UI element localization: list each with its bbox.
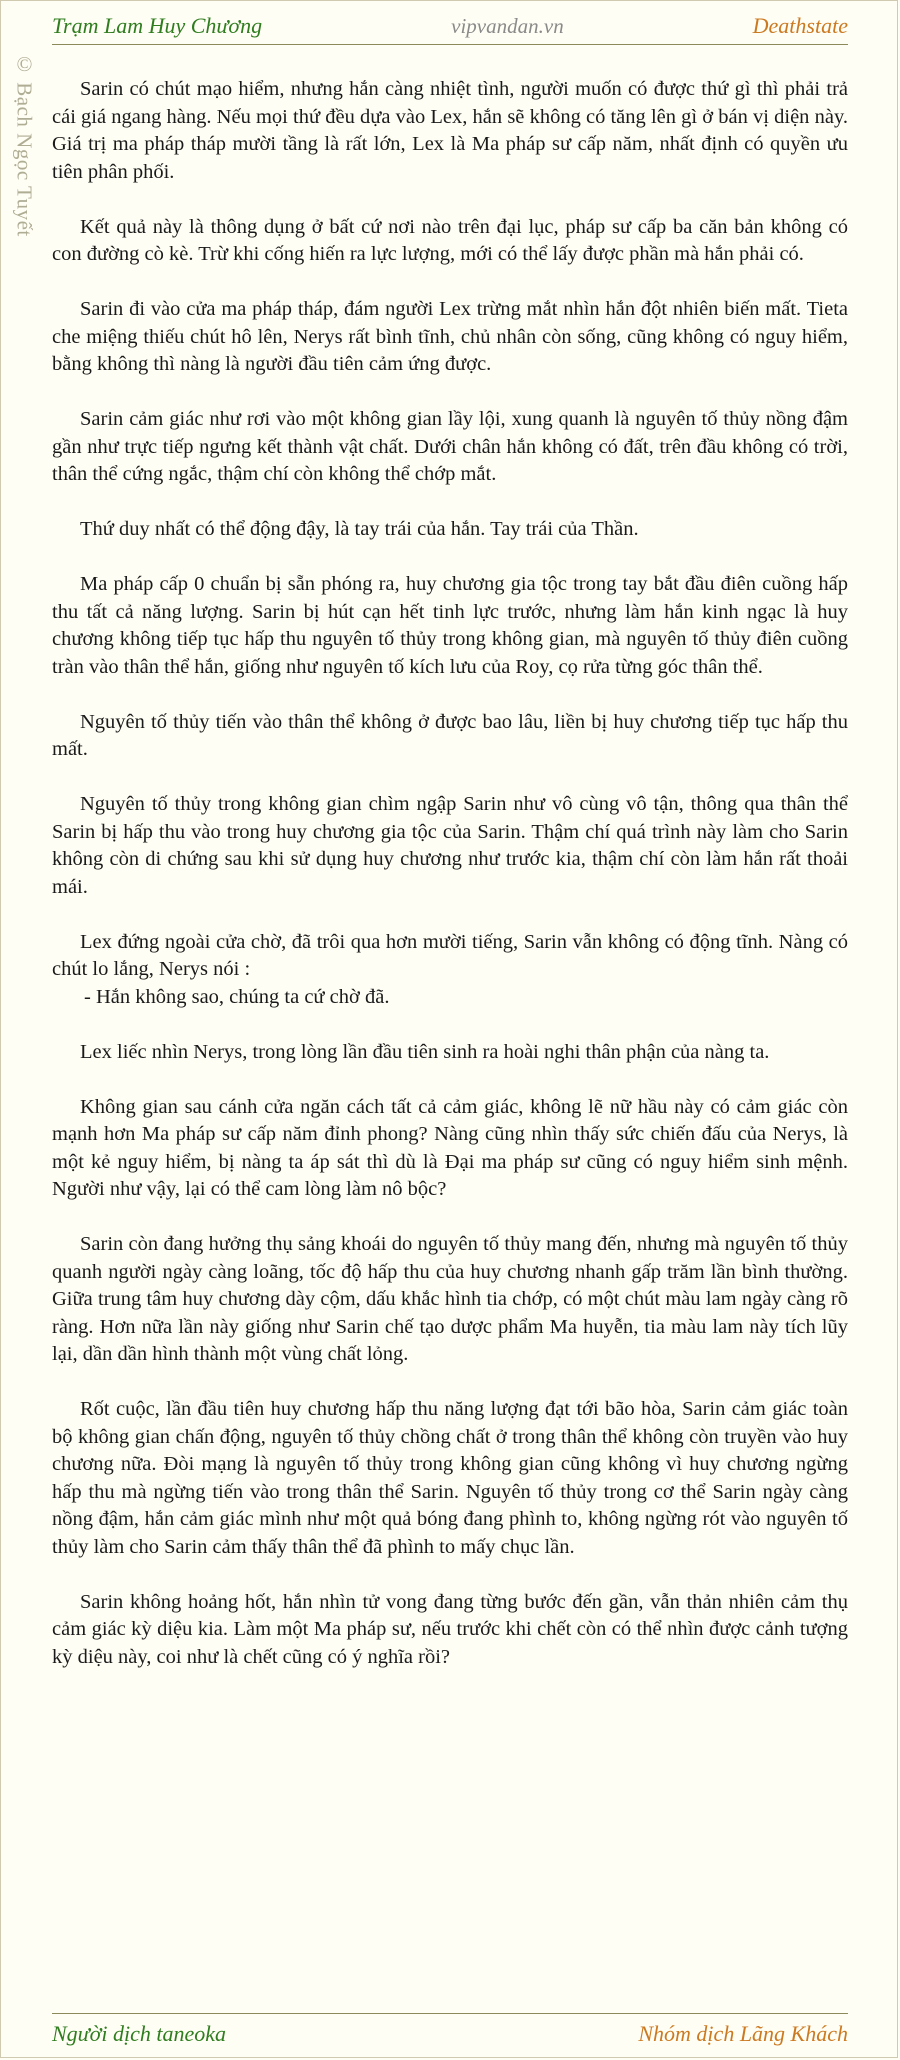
- dialogue-line: - Hắn không sao, chúng ta cứ chờ đã.: [84, 985, 390, 1008]
- page-footer: [52, 2017, 848, 2051]
- paragraph: Lex đứng ngoài cửa chờ, đã trôi qua hơn mười tiếng, Sarin vẫn không có động tĩnh. Nàng có chút lo lắng, Nerys nói :: [52, 930, 848, 980]
- header-divider: [52, 44, 848, 45]
- paragraph: Sarin cảm giác như rơi vào một không gian lầy lội, xung quanh là nguyên tố thủy nồng đậm gần như trực tiếp ngưng kết thành vật chất. Dưới chân hắn không có đất, trên đầu không có trời, thân thể cứng ngắc, thậm chí còn không thể chớp mắt.: [52, 408, 848, 485]
- paragraph: Kết quả này là thông dụng ở bất cứ nơi nào trên đại lục, pháp sư cấp ba căn bản không có con đường cò kè. Trừ khi cống hiến ra lực lượng, mới có thể lấy được phần mà hắn phải có.: [52, 215, 848, 265]
- paragraph: Không gian sau cánh cửa ngăn cách tất cả cảm giác, không lẽ nữ hầu này có cảm giác còn mạnh hơn Ma pháp sư cấp năm đỉnh phong? Nàng cũng nhìn thấy sức chiến đấu của Nerys, là một kẻ nguy hiểm, bị nàng ta áp sát thì dù là Đại ma pháp sư cũng có nguy hiểm sinh mệnh. Người như vậy, lại có thể cam lòng làm nô bộc?: [52, 1095, 848, 1200]
- paragraph: Sarin có chút mạo hiểm, nhưng hắn càng nhiệt tình, người muốn có được thứ gì thì phải trả cái giá ngang hàng. Nếu mọi thứ đều dựa vào Lex, hắn sẽ không có tăng lên gì ở bán vị diện này. Giá trị ma pháp tháp mười tầng là rất lớn, Lex là Ma pháp sư cấp năm, nhất định có quyền ưu tiên phân phối.: [52, 78, 848, 183]
- chapter-body: [52, 76, 848, 1699]
- paragraph: Rốt cuộc, lần đầu tiên huy chương hấp thu năng lượng đạt tới bão hòa, Sarin cảm giác toàn bộ không gian chấn động, nguyên tố thủy chồng chất ở trong thân thể không còn truyền vào huy chương nữa. Đòi mạng là nguyên tố thủy trong không gian cũng không vì huy chương ngừng hấp thu mà ngừng tiến vào trong thân thể Sarin. Nguyên tố thủy trong cơ thể Sarin ngày càng nồng đậm, hắn cảm giác mình như một quả bóng đang phình to, không ngừng rót vào nguyên tố thủy làm cho Sarin cảm thấy thân thể đã phình to mấy chục lần.: [52, 1398, 848, 1558]
- paragraph: Sarin còn đang hưởng thụ sảng khoái do nguyên tố thủy mang đến, nhưng mà nguyên tố thủy quanh người ngày càng loãng, tốc độ hấp thu của huy chương nhanh gấp trăm lần bình thường. Giữa trung tâm huy chương dày cộm, dấu khắc hình tia chớp, có một chút màu lam ngày càng rõ ràng. Hơn nữa lần này giống như Sarin chế tạo dược phẩm Ma huyễn, tia màu lam này tích lũy lại, dần dần hình thành một vùng chất lỏng.: [52, 1233, 848, 1365]
- paragraph: Ma pháp cấp 0 chuẩn bị sẵn phóng ra, huy chương gia tộc trong tay bắt đầu điên cuồng hấp thu tất cả năng lượng. Sarin bị hút cạn hết tinh lực trước, nhưng làm hắn kinh ngạc là huy chương không tiếp tục hấp thu nguyên tố thủy trong không gian, mà nguyên tố thủy điên cuồng tràn vào thân thể hắn, giống như nguyên tố kích lưu của Roy, cọ rửa từng góc thân thể.: [52, 573, 848, 678]
- footer-group: Nhóm dịch Lãng Khách: [638, 2021, 848, 2046]
- paragraph: Thứ duy nhất có thể động đậy, là tay trái của hắn. Tay trái của Thần.: [80, 518, 639, 540]
- paragraph: Sarin đi vào cửa ma pháp tháp, đám người Lex trừng mắt nhìn hắn đột nhiên biến mất. Tieta che miệng thiếu chút hô lên, Nerys rất bình tĩnh, chủ nhân còn sống, cũng không có nguy hiểm, bằng không thì nàng là người đầu tiên cảm ứng được.: [52, 298, 848, 375]
- side-watermark: [6, 52, 42, 292]
- paragraph: Lex liếc nhìn Nerys, trong lòng lần đầu tiên sinh ra hoài nghi thân phận của nàng ta.: [80, 1040, 770, 1063]
- paragraph: Sarin không hoảng hốt, hắn nhìn tử vong đang từng bước đến gần, vẫn thản nhiên cảm thụ cảm giác kỳ diệu kia. Làm một Ma pháp sư, nếu trước khi chết còn có thể nhìn được cảnh tượng kỳ diệu này, coi như là chết cũng có ý nghĩa rồi?: [52, 1590, 848, 1668]
- footer-divider: [52, 2013, 848, 2014]
- watermark-text: © Bạch Ngọc Tuyết: [12, 52, 37, 237]
- paragraph: Nguyên tố thủy trong không gian chìm ngập Sarin như vô cùng vô tận, thông qua thân thể Sarin bị hấp thu vào trong huy chương gia tộc của Sarin. Thậm chí quá trình này làm cho Sarin không còn di chứng sau khi sử dụng huy chương như trước kia, thậm chí còn làm hắn rất thoải mái.: [52, 793, 848, 898]
- header-book-title: Trạm Lam Huy Chương: [52, 13, 263, 38]
- page-header: [52, 8, 848, 44]
- paragraph: Nguyên tố thủy tiến vào thân thể không ở được bao lâu, liền bị huy chương tiếp tục hấp thu mất.: [52, 710, 848, 760]
- header-author: Deathstate: [752, 13, 848, 38]
- footer-translator: Người dịch taneoka: [52, 2021, 227, 2046]
- header-site-name: vipvandan.vn: [451, 13, 564, 38]
